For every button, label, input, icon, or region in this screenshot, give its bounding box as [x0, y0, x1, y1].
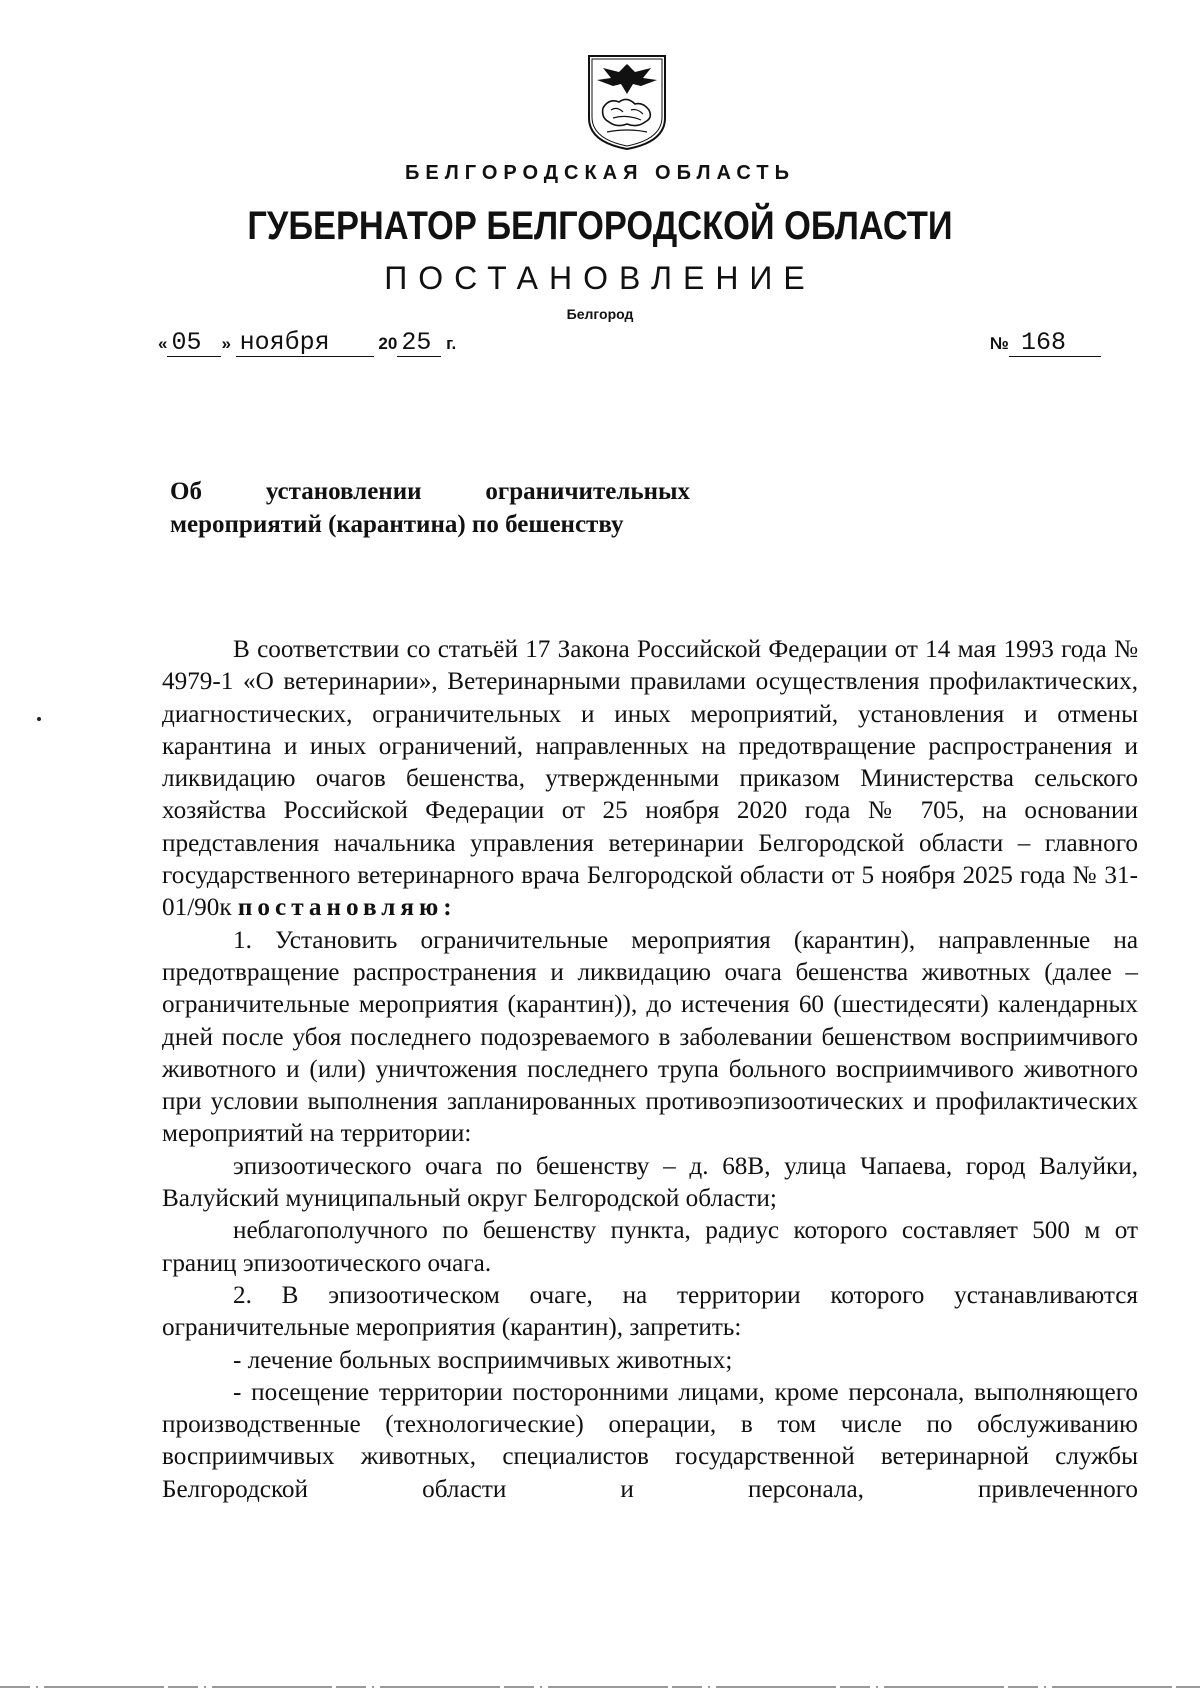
city-name: Белгород: [566, 306, 634, 322]
scan-edge-line: [0, 1686, 1200, 1688]
quote-close: »: [221, 334, 231, 353]
subject-word: Об: [170, 478, 202, 505]
date-day: 05: [167, 330, 221, 357]
number-value: 168: [1009, 330, 1101, 357]
date-month: ноября: [236, 330, 374, 357]
document-number: [990, 330, 1101, 357]
scan-speck: [37, 717, 41, 721]
year-unit: г.: [446, 334, 457, 353]
document-body: [162, 634, 1138, 1506]
item-1-paragraph: 1. Установить ограничительные мероприятия (карантин), направленные на предотвращение распространения и ликвидацию очага бешенства животных (далее – ограничительные мероприятия (карантин)), до истечения 60 (шестидесяти) календарных дней после убоя последнего подозреваемого в заболевании бешенством восприимчивого животного и (или) уничтожения последнего трупа больного восприимчивого животного при условии выполнения запланированных противоэпизоотических и профилактических мероприятий на территории:: [162, 926, 1138, 1148]
coat-of-arms-icon: [583, 52, 671, 152]
subject-word: установлении: [265, 478, 422, 505]
preamble-text: В соответствии со статьёй 17 Закона Российской Федерации от 14 мая 1993 года № 4979-1 «О ветеринарии», Ветеринарными правилами осуществления профилактических, диагностических, ограничительных и иных мероприятий, установления и отмены карантина и иных ограничений, направленных на предотвращение распространения и ликвидацию очагов бешенства, утвержденными приказом Министерства сельского хозяйства Российской Федерации от 25 ноября 2020 года № 705, на основании представления начальника управления ветеринарии Белгородской области – главного государственного ветеринарного врача Белгородской области от 5 ноября 2025 года № 31-01/90к: [162, 636, 1138, 922]
subject-word: ограничительных: [485, 478, 690, 505]
item-2a-paragraph: - лечение больных восприимчивых животных;: [233, 1346, 733, 1374]
quote-open: «: [158, 334, 168, 353]
region-name: БЕЛГОРОДСКАЯ ОБЛАСТЬ: [405, 162, 795, 184]
date-year: 25: [397, 330, 441, 357]
number-label: №: [990, 334, 1009, 353]
document-date: [158, 330, 456, 357]
item-2-paragraph: 2. В эпизоотическом очаге, на территории которого устанавливаются ограничительные мероприятия (карантин), запретить:: [162, 1281, 1138, 1342]
year-prefix: 20: [378, 334, 398, 353]
document-type: ПОСТАНОВЛЕНИЕ: [384, 260, 816, 296]
subject-line-1: [170, 475, 690, 508]
subject-line-2: мероприятий (карантина) по бешенству: [170, 511, 624, 538]
item-1b-paragraph: неблагополучного по бешенству пункта, радиус которого составляет 500 м от границ эпизоотического очага.: [162, 1217, 1138, 1277]
resolve-word: постановляю:: [237, 894, 457, 922]
document-subject: [170, 475, 690, 541]
authority-title: ГУБЕРНАТОР БЕЛГОРОДСКОЙ ОБЛАСТИ: [247, 204, 953, 248]
item-1a-paragraph: эпизоотического очага по бешенству – д. 68В, улица Чапаева, город Валуйки, Валуйский муниципальный округ Белгородской области;: [162, 1152, 1138, 1213]
preamble-paragraph: [162, 634, 1138, 925]
item-2b-paragraph: - посещение территории посторонними лицами, кроме персонала, выполняющего производственные (технологические) операции, в том числе по обслуживанию восприимчивых животных, специалистов государственной ветеринарной службы Белгородской области и персонала, привлеченного: [162, 1378, 1138, 1503]
